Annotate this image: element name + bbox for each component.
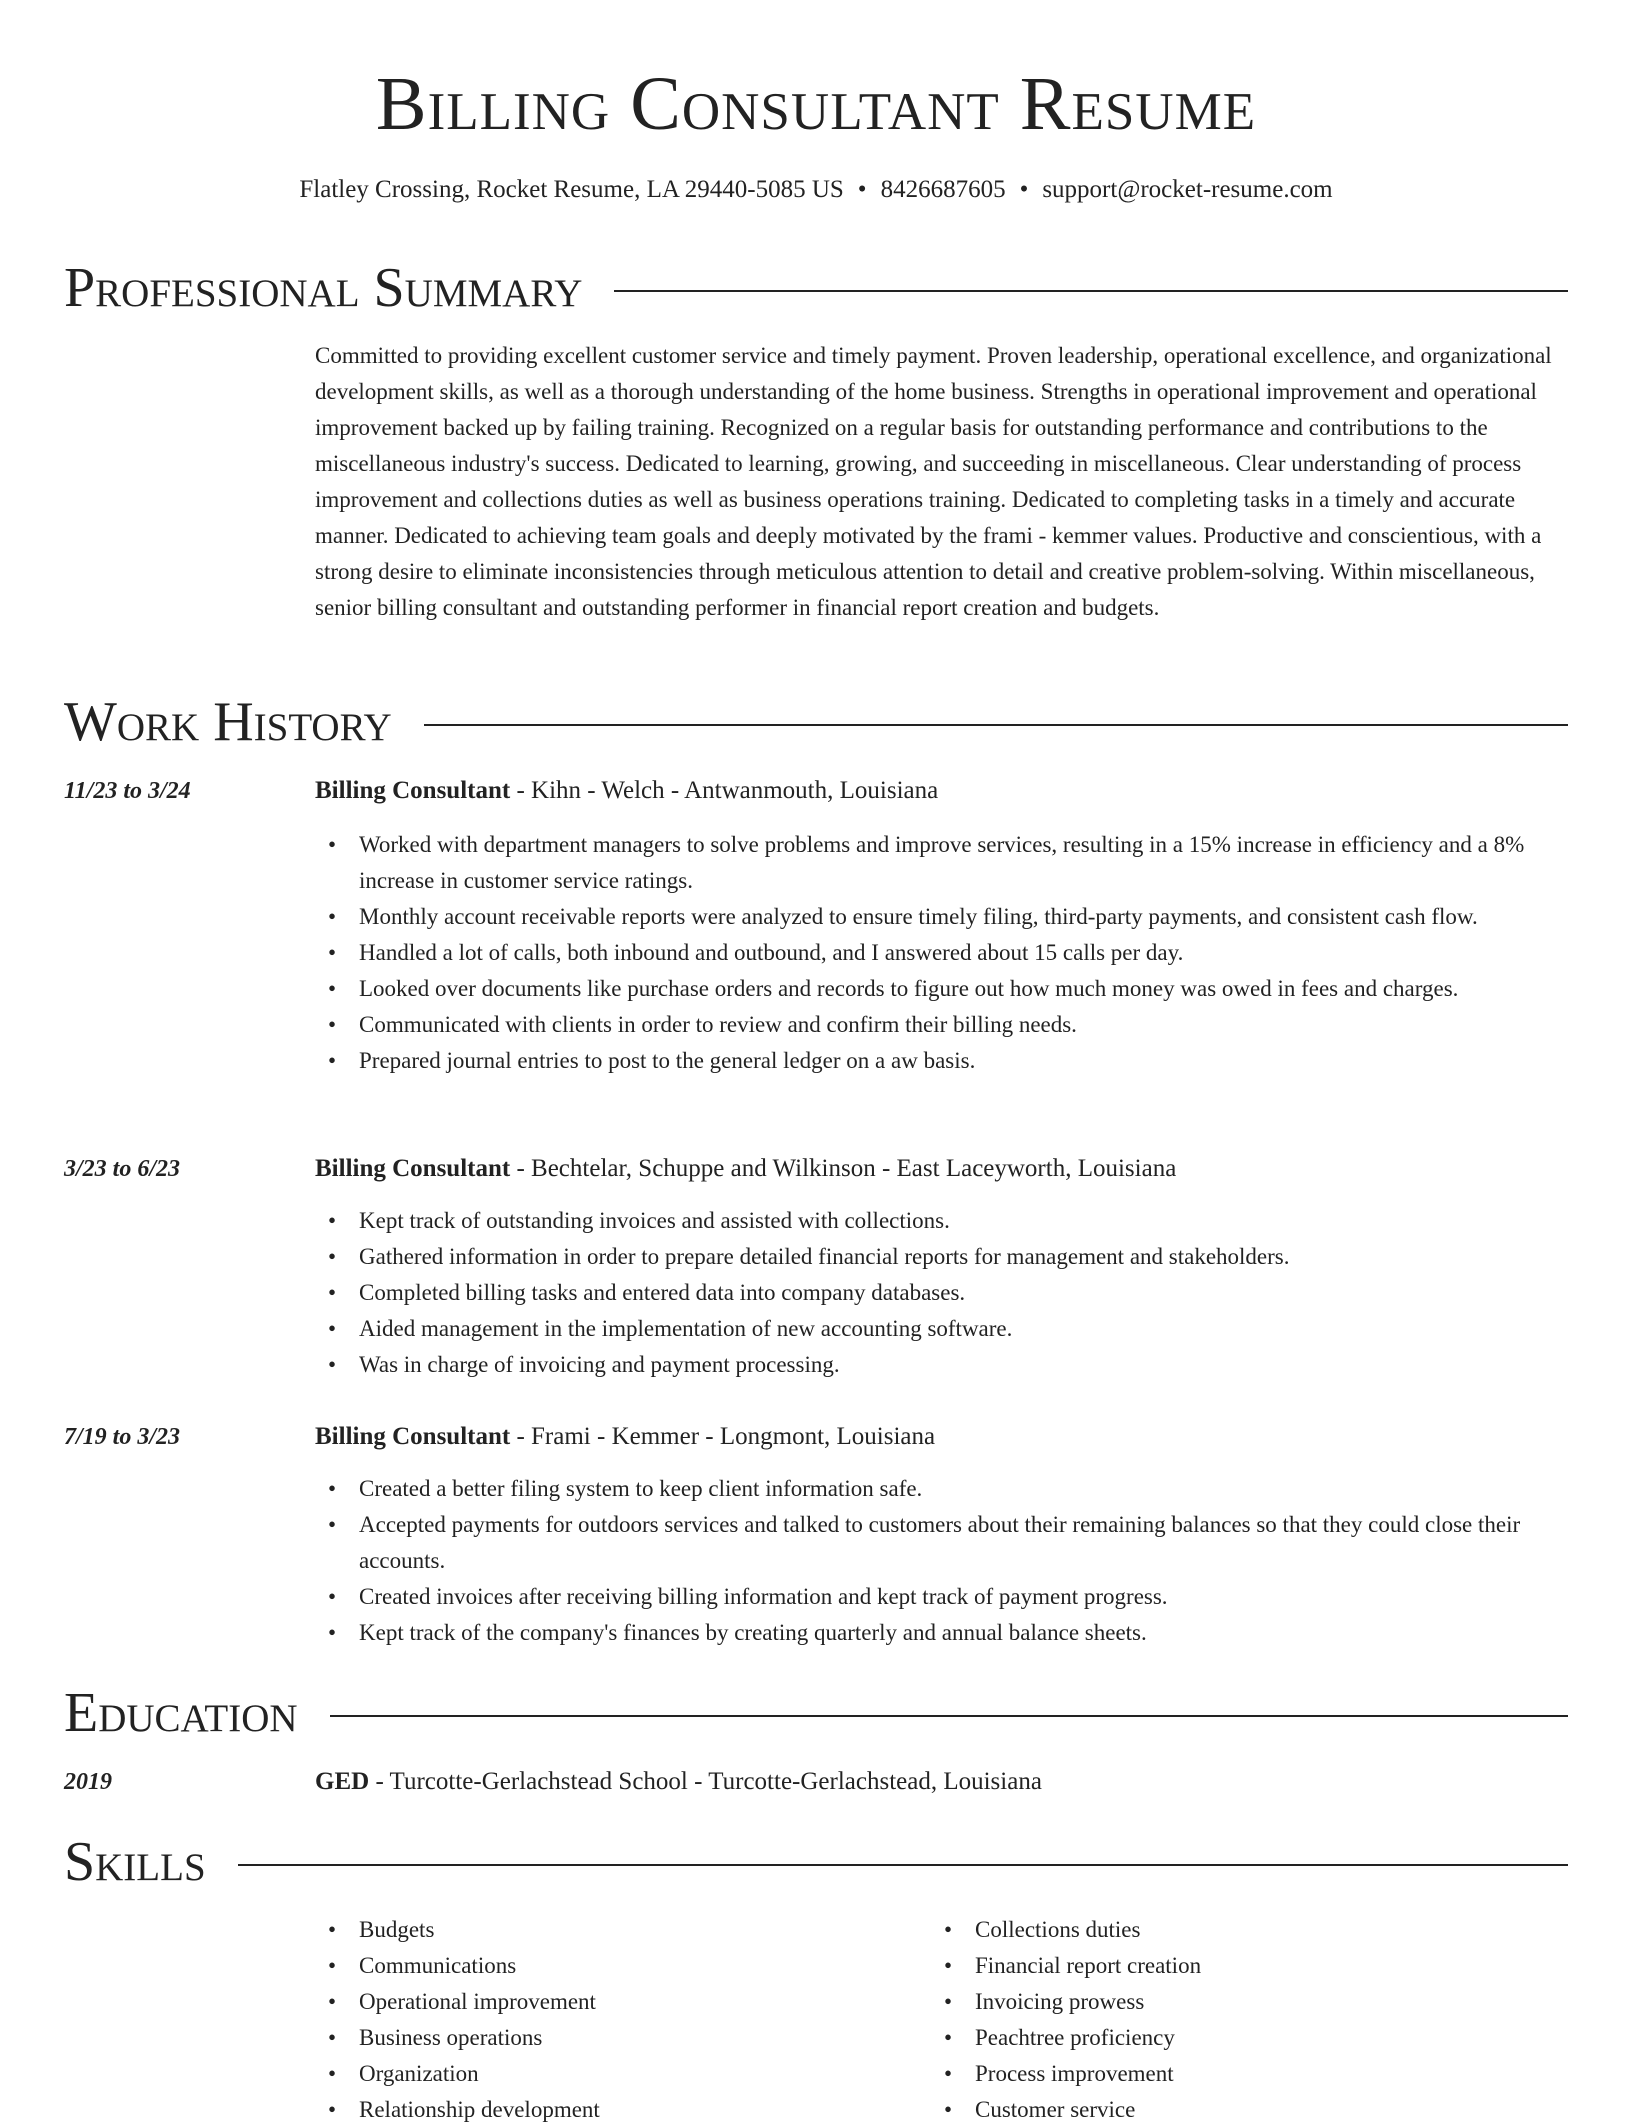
job-bullet: • Communicated with clients in order to review and confirm their billing needs. — [315, 1007, 1568, 1043]
education-entry — [64, 1764, 1568, 1800]
education-heading: Education — [64, 1682, 298, 1744]
education-header — [315, 1764, 1568, 1800]
job-bullet: • Created invoices after receiving billing information and kept track of payment progress. — [315, 1579, 1568, 1615]
skills-column-left — [315, 1912, 931, 2128]
job-bullet: • Accepted payments for outdoors services and talked to customers about their remaining balances so that they could close their accounts. — [315, 1507, 1568, 1579]
job-title: Billing Consultant — [315, 1155, 511, 1182]
job-bullet: • Kept track of outstanding invoices and assisted with collections. — [315, 1203, 1568, 1239]
skill-item: • Process improvement — [931, 2056, 1547, 2092]
education-year: 2019 — [64, 1769, 112, 1795]
skills-list — [315, 1912, 1568, 2128]
resume-title: Billing Consultant Resume — [375, 62, 1257, 146]
job-entry — [64, 773, 1568, 1079]
job-bullets — [64, 1471, 1568, 1651]
job-dates: 7/19 to 3/23 — [64, 1424, 181, 1450]
contact-email: support@rocket-resume.com — [1042, 176, 1333, 203]
skill-item: • Organization — [315, 2056, 931, 2092]
summary-section-header — [64, 256, 1568, 320]
job-bullet: • Kept track of the company's finances by creating quarterly and annual balance sheets. — [315, 1615, 1568, 1651]
job-bullet: • Created a better filing system to keep client information safe. — [315, 1471, 1568, 1507]
job-bullet: • Completed billing tasks and entered data into company databases. — [315, 1275, 1568, 1311]
skill-item: • Invoicing prowess — [931, 1984, 1547, 2020]
contact-address: Flatley Crossing, Rocket Resume, LA 29440-5085 US — [299, 176, 844, 203]
job-bullet: • Handled a lot of calls, both inbound and outbound, and I answered about 15 calls per day. — [315, 935, 1568, 971]
work-section-header — [64, 690, 1568, 754]
section-divider — [424, 724, 1568, 726]
skill-item: • Operational improvement — [315, 1984, 931, 2020]
section-divider — [238, 1864, 1568, 1866]
job-bullet: • Worked with department managers to solve problems and improve services, resulting in a 15% increase in efficiency and a 8% increase in customer service ratings. — [315, 827, 1568, 899]
education-section-header — [64, 1681, 1568, 1745]
skill-item: • Relationship development — [315, 2092, 931, 2128]
job-details: - Kihn - Welch - Antwanmouth, Louisiana — [510, 777, 939, 804]
work-heading: Work History — [64, 691, 392, 753]
contact-separator: • — [857, 176, 867, 203]
summary-section — [64, 338, 1568, 626]
skill-item: • Business operations — [315, 2020, 931, 2056]
job-bullets — [64, 1203, 1568, 1383]
job-title: Billing Consultant — [315, 1423, 511, 1450]
job-bullet: • Gathered information in order to prepare detailed financial reports for management and stakeholders. — [315, 1239, 1568, 1275]
job-bullet: • Aided management in the implementation of new accounting software. — [315, 1311, 1568, 1347]
skill-item: • Communications — [315, 1948, 931, 1984]
job-bullet: • Prepared journal entries to post to the general ledger on a aw basis. — [315, 1043, 1568, 1079]
skill-item: • Collections duties — [931, 1912, 1547, 1948]
skills-section-header — [64, 1830, 1568, 1894]
education-degree: GED — [315, 1768, 370, 1795]
job-details: - Frami - Kemmer - Longmont, Louisiana — [510, 1423, 936, 1450]
skills-heading: Skills — [64, 1831, 206, 1893]
job-dates: 11/23 to 3/24 — [64, 778, 191, 804]
section-divider — [330, 1715, 1568, 1717]
job-header — [315, 1419, 1568, 1455]
skill-item: • Customer service — [931, 2092, 1547, 2128]
skill-item: • Peachtree proficiency — [931, 2020, 1547, 2056]
job-bullet: • Monthly account receivable reports were analyzed to ensure timely filing, third-party payments, and consistent cash flow. — [315, 899, 1568, 935]
contact-line — [0, 175, 1632, 205]
job-bullet: • Was in charge of invoicing and payment processing. — [315, 1347, 1568, 1383]
summary-heading: Professional Summary — [64, 257, 583, 319]
skill-item: • Budgets — [315, 1912, 931, 1948]
job-header — [315, 773, 1568, 809]
contact-phone: 8426687605 — [880, 176, 1006, 203]
contact-separator: • — [1019, 176, 1029, 203]
job-bullet: • Looked over documents like purchase orders and records to figure out how much money was owed in fees and charges. — [315, 971, 1568, 1007]
job-details: - Bechtelar, Schuppe and Wilkinson - East Laceyworth, Louisiana — [510, 1155, 1177, 1182]
summary-text: Committed to providing excellent customer service and timely payment. Proven leadership, operational excellence, and organizational development skills, as well as a thorough understanding of the home business. Strengths in operational improvement and operational improvement backed up by failing training. Recognized on a regular basis for outstanding performance and contributions to the miscellaneous industry's success. Dedicated to learning, growing, and succeeding in miscellaneous. Clear understanding of process improvement and collections duties as well as business operations training. Dedicated to completing tasks in a timely and accurate manner. Dedicated to achieving team goals and deeply motivated by the frami - kemmer values. Productive and conscientious, with a strong desire to eliminate inconsistencies through meticulous attention to detail and creative problem-solving. Within miscellaneous, senior billing consultant and outstanding performer in financial report creation and budgets. — [315, 343, 1552, 620]
job-dates: 3/23 to 6/23 — [64, 1156, 181, 1182]
job-title: Billing Consultant — [315, 777, 511, 804]
skills-column-right — [931, 1912, 1547, 2128]
job-header — [315, 1151, 1568, 1187]
education-details: - Turcotte-Gerlachstead School - Turcotte-Gerlachstead, Louisiana — [369, 1768, 1042, 1795]
section-divider — [614, 290, 1568, 292]
job-entry — [64, 1419, 1568, 1651]
skill-item: • Financial report creation — [931, 1948, 1547, 1984]
job-bullets — [64, 827, 1568, 1079]
job-entry — [64, 1151, 1568, 1383]
